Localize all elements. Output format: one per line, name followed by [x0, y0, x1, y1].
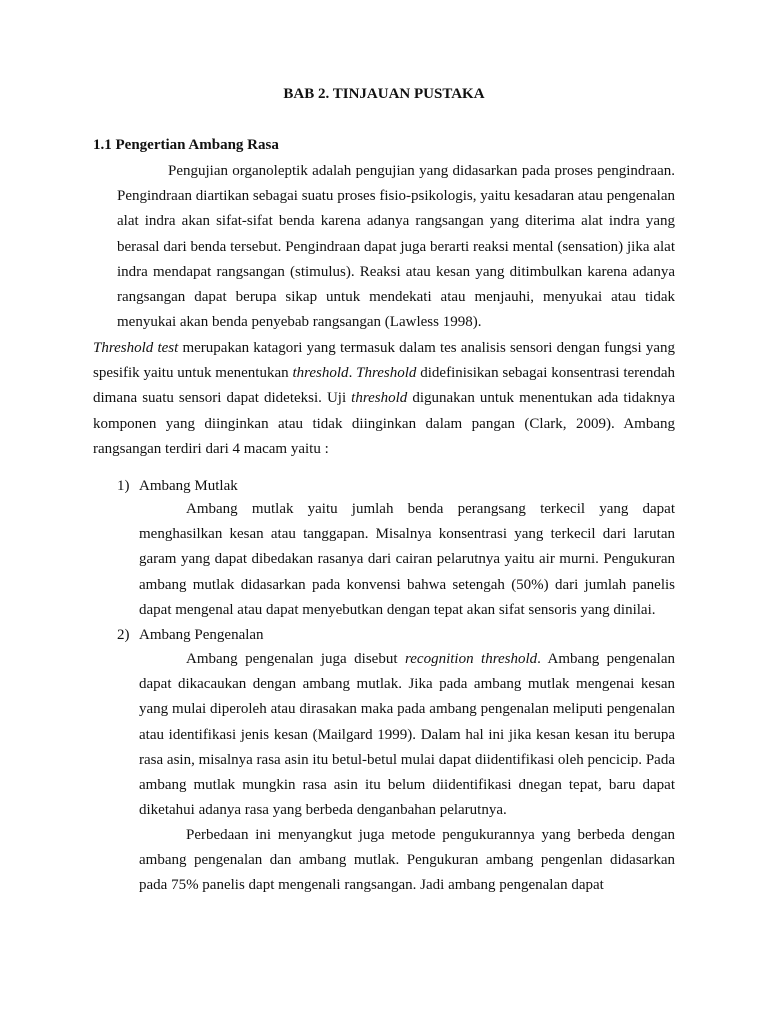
list-item-ambang-pengenalan — [117, 627, 264, 644]
section-heading: 1.1 Pengertian Ambang Rasa — [93, 137, 279, 153]
paragraph-organoleptik: Pengujian organoleptik adalah pengujian yang didasarkan pada proses pengindraan. Pengindraan diartikan sebagai suatu proses fisio-psikologis, yaitu kesadaran atau pengenalan alat indra akan sifat-sifat benda karena adanya rangsangan yang diterima alat indra yang berasal dari benda tersebut. Pengindraan dapat juga berarti reaksi mental (sensation) jika alat indra mendapat rangsangan (stimulus). Reaksi atau kesan yang ditimbulkan karena adanya rangsangan dapat berupa sikap untuk mendekati atau menjauhi, menyukai atau tidak menyukai akan benda penyebab rangsangan (Lawless 1998). — [117, 163, 675, 331]
page-title: BAB 2. TINJAUAN PUSTAKA — [283, 86, 485, 102]
paragraph-ambang-pengenalan — [139, 647, 675, 823]
term-threshold: threshold — [351, 390, 408, 407]
paragraph-text: Ambang pengenalan juga disebut — [186, 651, 405, 667]
paragraph-threshold-test — [93, 336, 675, 462]
paragraph-text: didefinisikan sebagai konsentrasi terendah dimana suatu sensori dapat dideteksi. Uji — [93, 365, 675, 407]
list-label: Ambang Pengenalan — [139, 627, 264, 643]
paragraph-text: merupakan katagori yang termasuk dalam tes analisis sensori dengan fungsi yang spesifik yaitu untuk menentukan — [93, 340, 675, 382]
paragraph-text: . — [348, 365, 357, 382]
paragraph-text: . Ambang pengenalan dapat dikacaukan dengan ambang mutlak. Jika pada ambang mutlak mengenai kesan yang mulai diperoleh atau dirasakan maka pada ambang pengenalan meliputi pengenalan atau identifikasi jenis kesan (Mailgard 1999). Dalam hal ini jika kesan kesan itu berupa rasa asin, misalnya rasa asin itu betul-betul mulai dapat diidentifikasi oleh pencicip. Pada ambang mutlak mungkin rasa asin itu belum diidentifikasi dnegan tepat, baru dapat diketahui adanya rasa yang berbeda denganbahan pelarutnya. — [139, 651, 675, 819]
term-recognition-threshold: recognition threshold — [404, 651, 538, 667]
term-threshold: Threshold — [356, 365, 417, 382]
list-item-ambang-mutlak — [117, 478, 238, 495]
list-label: Ambang Mutlak — [139, 478, 238, 494]
paragraph-perbedaan: Perbedaan ini menyangkut juga metode pengukurannya yang berbeda dengan ambang pengenalan dan ambang mutlak. Pengukuran ambang pengenlan didasarkan pada 75% panelis dapt mengenali rangsangan. Jadi ambang pengenalan dapat — [139, 827, 675, 894]
term-threshold: threshold — [292, 365, 349, 382]
term-threshold-test: Threshold test — [93, 340, 179, 356]
list-number: 1) — [117, 478, 130, 494]
paragraph-ambang-mutlak: Ambang mutlak yaitu jumlah benda perangsang terkecil yang dapat menghasilkan kesan atau tanggapan. Misalnya konsentrasi yang terkecil dari larutan garam yang dapat dibedakan rasanya dari cairan pelarutnya yaitu air murni. Pengukuran ambang mutlak didasarkan pada konvensi bahwa setengah (50%) dari jumlah panelis dapat mengenal atau dapat menyebutkan dengan tepat akan sifat sensoris yang dinilai. — [139, 501, 675, 618]
paragraph-text: digunakan untuk menentukan ada tidaknya komponen yang diinginkan atau tidak diinginkan dalam pangan (Clark, 2009). Ambang rangsangan terdiri dari 4 macam yaitu : — [93, 390, 675, 457]
list-number: 2) — [117, 627, 130, 643]
